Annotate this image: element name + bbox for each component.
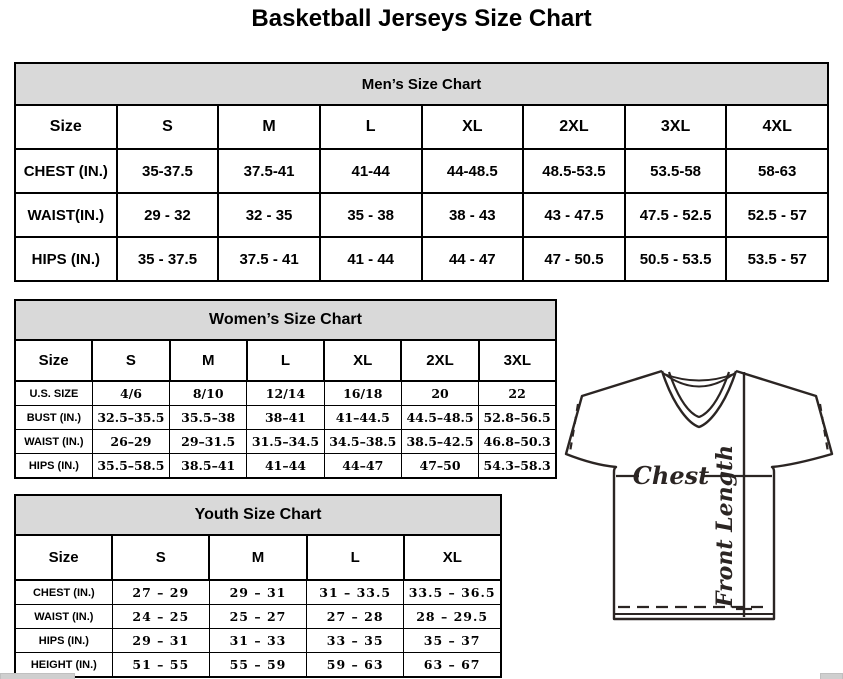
size-value-cell: 53.5-58 [625, 149, 727, 193]
measurement-row-label: HIPS (IN.) [15, 629, 112, 653]
size-column-header: 2XL [401, 340, 478, 381]
size-value-cell: 52.8–56.5 [479, 406, 556, 430]
measurement-row [15, 237, 828, 281]
measurement-row-label: WAIST (IN.) [15, 605, 112, 629]
front-length-label: Front Length [712, 444, 738, 608]
size-value-cell: 29 - 32 [117, 193, 219, 237]
size-row-label: Size [15, 105, 117, 149]
size-value-cell: 41–44.5 [324, 406, 401, 430]
size-header-row [15, 340, 556, 381]
size-value-cell: 55 – 59 [209, 653, 306, 678]
measurement-row [15, 193, 828, 237]
size-value-cell: 47–50 [401, 454, 478, 479]
measurement-row-label: BUST (IN.) [15, 406, 92, 430]
size-value-cell: 52.5 - 57 [726, 193, 828, 237]
measurement-row-label: WAIST (IN.) [15, 430, 92, 454]
measurement-row-label: CHEST (IN.) [15, 580, 112, 605]
size-value-cell: 35 - 38 [320, 193, 422, 237]
size-value-cell: 37.5-41 [218, 149, 320, 193]
size-value-cell: 44 - 47 [422, 237, 524, 281]
measurement-row-label: U.S. SIZE [15, 381, 92, 406]
size-value-cell: 27 – 28 [307, 605, 404, 629]
size-column-header: XL [404, 535, 501, 580]
page-title: Basketball Jerseys Size Chart [251, 5, 592, 32]
size-value-cell: 47 - 50.5 [523, 237, 625, 281]
size-header-row [15, 105, 828, 149]
womens-size-table [14, 299, 557, 479]
size-row-label: Size [15, 535, 112, 580]
table-title: Youth Size Chart [15, 495, 501, 535]
size-value-cell: 25 – 27 [209, 605, 306, 629]
size-column-header: 3XL [479, 340, 556, 381]
measurement-row [15, 430, 556, 454]
table-title: Men’s Size Chart [15, 63, 828, 105]
size-value-cell: 35 – 37 [404, 629, 501, 653]
size-value-cell: 46.8–50.3 [479, 430, 556, 454]
table-title: Women’s Size Chart [15, 300, 556, 340]
size-value-cell: 54.3–58.3 [479, 454, 556, 479]
size-value-cell: 27 – 29 [112, 580, 209, 605]
size-column-header: S [112, 535, 209, 580]
size-value-cell: 22 [479, 381, 556, 406]
measurement-row [15, 629, 501, 653]
size-column-header: XL [422, 105, 524, 149]
horizontal-scrollbar-fragment-left[interactable] [0, 673, 75, 679]
size-column-header: 4XL [726, 105, 828, 149]
size-column-header: M [170, 340, 247, 381]
size-value-cell: 44-48.5 [422, 149, 524, 193]
measurement-row-label: CHEST (IN.) [15, 149, 117, 193]
size-value-cell: 35.5–58.5 [92, 454, 169, 479]
measurement-row [15, 454, 556, 479]
size-value-cell: 24 – 25 [112, 605, 209, 629]
measurement-row [15, 605, 501, 629]
size-value-cell: 35.5–38 [170, 406, 247, 430]
size-value-cell: 38–41 [247, 406, 324, 430]
size-value-cell: 28 – 29.5 [404, 605, 501, 629]
chest-label: Chest [632, 461, 710, 490]
measurement-row [15, 381, 556, 406]
measurement-row [15, 406, 556, 430]
size-value-cell: 41 - 44 [320, 237, 422, 281]
measurement-row-label: HIPS (IN.) [15, 237, 117, 281]
size-value-cell: 58-63 [726, 149, 828, 193]
size-value-cell: 44.5–48.5 [401, 406, 478, 430]
size-value-cell: 35 - 37.5 [117, 237, 219, 281]
size-value-cell: 43 - 47.5 [523, 193, 625, 237]
size-column-header: M [209, 535, 306, 580]
size-value-cell: 63 – 67 [404, 653, 501, 678]
size-column-header: S [117, 105, 219, 149]
size-value-cell: 29–31.5 [170, 430, 247, 454]
size-value-cell: 44–47 [324, 454, 401, 479]
size-value-cell: 41–44 [247, 454, 324, 479]
measurement-row-label: WAIST(IN.) [15, 193, 117, 237]
size-value-cell: 26–29 [92, 430, 169, 454]
horizontal-scrollbar-fragment-right[interactable] [820, 673, 843, 679]
measurement-row [15, 149, 828, 193]
size-value-cell: 31.5–34.5 [247, 430, 324, 454]
size-value-cell: 34.5–38.5 [324, 430, 401, 454]
size-value-cell: 12/14 [247, 381, 324, 406]
measurement-row-label: HIPS (IN.) [15, 454, 92, 479]
size-column-header: 3XL [625, 105, 727, 149]
size-value-cell: 33 – 35 [307, 629, 404, 653]
size-value-cell: 29 – 31 [112, 629, 209, 653]
size-value-cell: 38.5–41 [170, 454, 247, 479]
size-column-header: L [247, 340, 324, 381]
size-column-header: 2XL [523, 105, 625, 149]
size-value-cell: 20 [401, 381, 478, 406]
size-value-cell: 33.5 – 36.5 [404, 580, 501, 605]
jersey-outline [566, 371, 832, 619]
size-value-cell: 50.5 - 53.5 [625, 237, 727, 281]
jersey-measurement-diagram [562, 366, 836, 628]
size-value-cell: 29 – 31 [209, 580, 306, 605]
size-value-cell: 8/10 [170, 381, 247, 406]
size-header-row [15, 535, 501, 580]
measurement-row-label: HEIGHT (IN.) [15, 653, 112, 678]
size-column-header: L [307, 535, 404, 580]
size-value-cell: 38 - 43 [422, 193, 524, 237]
measurement-row [15, 580, 501, 605]
size-value-cell: 53.5 - 57 [726, 237, 828, 281]
size-column-header: M [218, 105, 320, 149]
measurement-row [15, 653, 501, 678]
youth-size-table [14, 494, 502, 678]
size-value-cell: 16/18 [324, 381, 401, 406]
size-value-cell: 31 – 33 [209, 629, 306, 653]
size-value-cell: 48.5-53.5 [523, 149, 625, 193]
size-value-cell: 32 - 35 [218, 193, 320, 237]
size-value-cell: 35-37.5 [117, 149, 219, 193]
size-column-header: L [320, 105, 422, 149]
size-row-label: Size [15, 340, 92, 381]
size-column-header: XL [324, 340, 401, 381]
size-value-cell: 51 – 55 [112, 653, 209, 678]
size-value-cell: 59 – 63 [307, 653, 404, 678]
size-value-cell: 4/6 [92, 381, 169, 406]
size-value-cell: 38.5–42.5 [401, 430, 478, 454]
mens-size-table [14, 62, 829, 282]
size-value-cell: 41-44 [320, 149, 422, 193]
size-value-cell: 47.5 - 52.5 [625, 193, 727, 237]
size-value-cell: 31 – 33.5 [307, 580, 404, 605]
size-value-cell: 32.5–35.5 [92, 406, 169, 430]
size-column-header: S [92, 340, 169, 381]
size-value-cell: 37.5 - 41 [218, 237, 320, 281]
